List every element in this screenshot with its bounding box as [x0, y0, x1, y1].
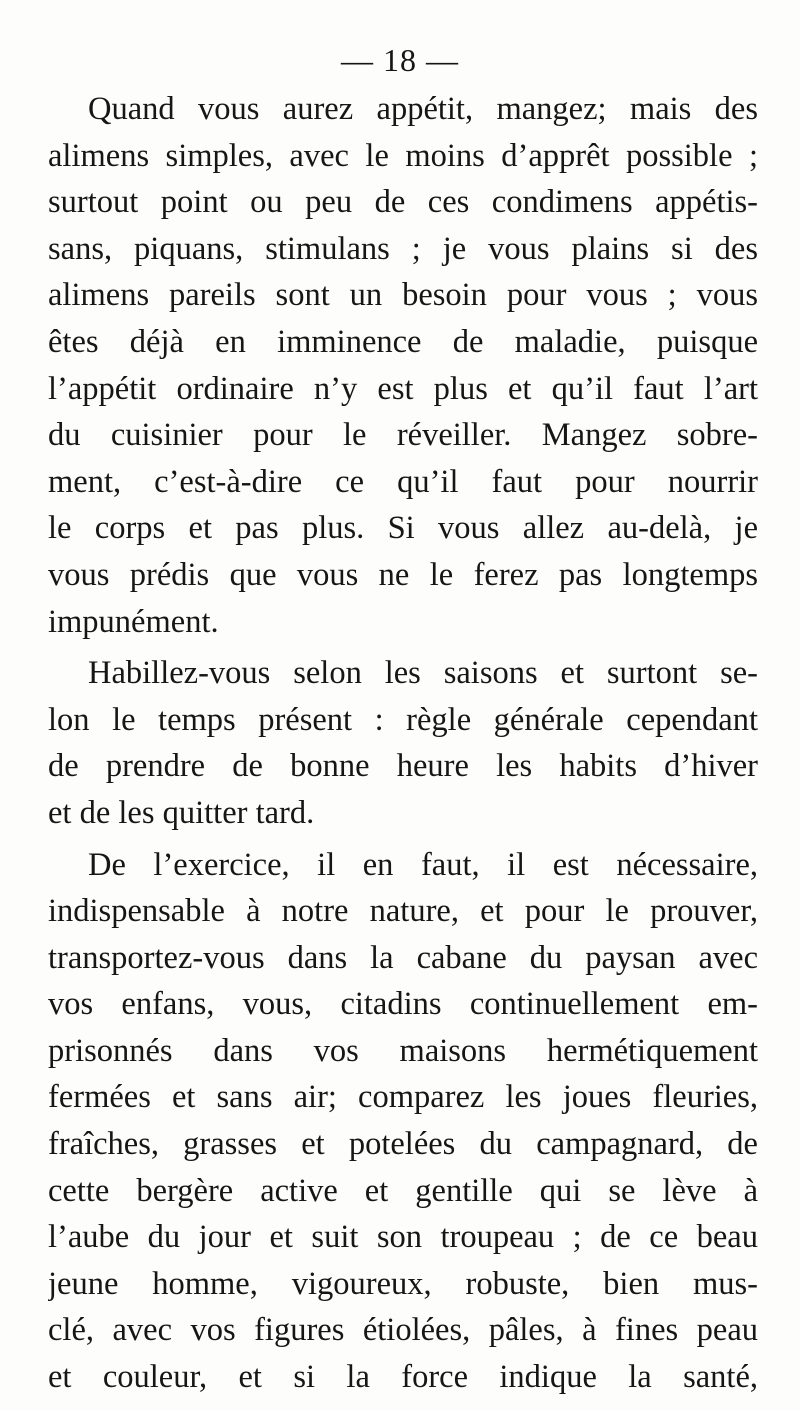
text-line: vous prédis que vous ne le ferez pas longtemps	[48, 556, 758, 593]
text-line: Quand vous aurez appétit, mangez; mais des	[88, 91, 758, 127]
text-line: l’aube du jour et suit son troupeau ; de ce beau	[48, 1219, 758, 1256]
text-line: prisonnés dans vos maisons hermétiquement	[48, 1032, 758, 1069]
text-line: Habillez-vous selon les saisons et surtont se-	[88, 655, 758, 692]
paragraph-appetite	[48, 86, 758, 645]
text-line: du cuisinier pour le réveiller. Mangez sobre-	[48, 417, 758, 454]
text-line: ment, c’est-à-dire ce qu’il faut pour nourrir	[48, 463, 758, 500]
text-line: surtout point ou peu de ces condimens appétis-	[48, 184, 758, 221]
text-line: le corps et pas plus. Si vous allez au-delà, je	[48, 510, 758, 547]
text-line: lon le temps présent : règle générale cependant	[48, 701, 758, 738]
text-line: impunément.	[48, 603, 219, 640]
text-line: De l’exercice, il en faut, il est nécessaire,	[88, 846, 758, 883]
text-line: clé, avec vos figures étiolées, pâles, à fines peau	[48, 1312, 758, 1349]
page-number: — 18 —	[341, 42, 459, 78]
text-line: de prendre de bonne heure les habits d’hiver	[48, 748, 758, 785]
text-line: transportez-vous dans la cabane du paysan avec	[48, 939, 758, 976]
text-line: vos enfans, vous, citadins continuellement em-	[48, 986, 758, 1023]
text-line: et couleur, et si la force indique la santé,	[48, 1359, 758, 1396]
text-line: fraîches, grasses et potelées du campagnard, de	[48, 1126, 758, 1163]
text-line: cette bergère active et gentille qui se lève à	[48, 1172, 758, 1209]
text-line: fermées et sans air; comparez les joues fleuries,	[48, 1079, 758, 1116]
paragraph-exercise	[48, 842, 758, 1401]
text-line: êtes déjà en imminence de maladie, puisque	[48, 323, 758, 360]
paragraph-clothing	[48, 650, 758, 836]
text-line: alimens pareils sont un besoin pour vous ; vous	[48, 277, 758, 314]
text-line: jeune homme, vigoureux, robuste, bien mus-	[48, 1265, 758, 1302]
text-line: alimens simples, avec le moins d’apprêt possible ;	[48, 137, 758, 174]
text-line: et de les quitter tard.	[48, 794, 315, 831]
text-line: indispensable à notre nature, et pour le prouver,	[48, 893, 758, 930]
text-line: l’appétit ordinaire n’y est plus et qu’il faut l’art	[48, 370, 758, 407]
page-body-text	[48, 86, 758, 1401]
text-line: sans, piquans, stimulans ; je vous plains si des	[48, 230, 758, 267]
